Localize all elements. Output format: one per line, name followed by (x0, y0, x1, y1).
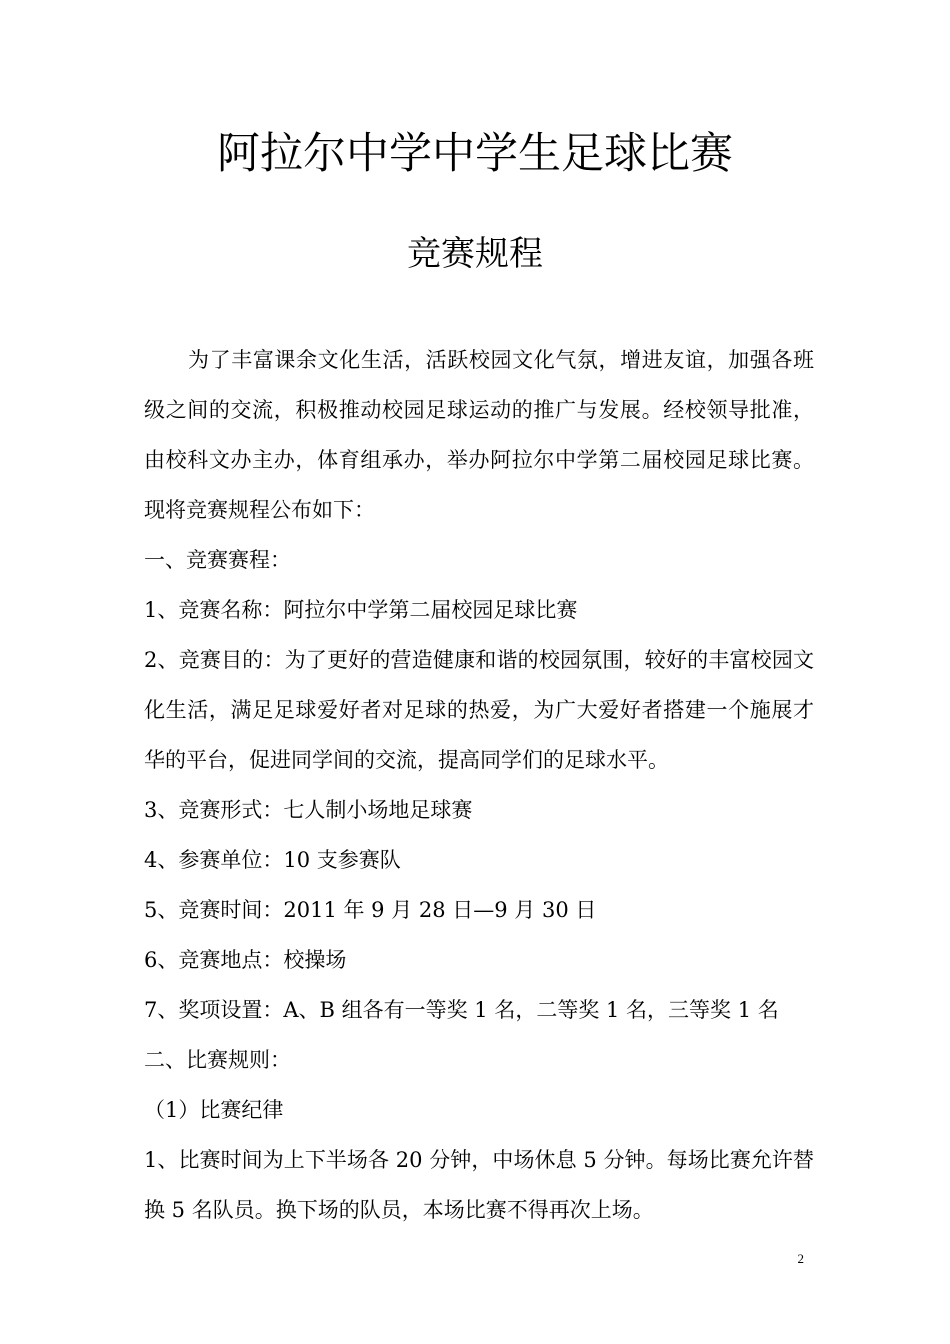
document-title: 阿拉尔中学中学生足球比赛 (217, 129, 733, 179)
item-competition-format: 3、竞赛形式：七人制小场地足球赛 (144, 798, 473, 822)
item-participants: 4、参赛单位：10 支参赛队 (144, 848, 401, 872)
item-competition-time: 5、竞赛时间：2011 年 9 月 28 日—9 月 30 日 (144, 898, 597, 922)
document-body (144, 335, 814, 1235)
item-competition-venue: 6、竞赛地点：校操场 (144, 948, 347, 972)
item-competition-name: 1、竞赛名称：阿拉尔中学第二届校园足球比赛 (144, 598, 578, 622)
item-competition-purpose: 2、竞赛目的：为了更好的营造健康和谐的校园氛围，较好的丰富校园文化生活，满足足球爱好者对足球的热爱，为广大爱好者搭建一个施展才华的平台，促进同学间的交流，提高同学们的足球水平。 (144, 648, 814, 772)
document-subtitle: 竞赛规程 (407, 234, 543, 274)
intro-paragraph: 为了丰富课余文化生活，活跃校园文化气氛，增进友谊，加强各班级之间的交流，积极推动校园足球运动的推广与发展。经校领导批准，由校科文办主办，体育组承办，举办阿拉尔中学第二届校园足球比赛。现将竞赛规程公布如下： (144, 348, 814, 522)
section-heading-schedule: 一、竞赛赛程： (144, 548, 291, 572)
rule-match-time: 1、比赛时间为上下半场各 20 分钟，中场休息 5 分钟。每场比赛允许替换 5 名队员。换下场的队员，本场比赛不得再次上场。 (144, 1148, 814, 1222)
page-number: 2 (797, 1251, 804, 1266)
section-heading-rules: 二、比赛规则： (144, 1048, 291, 1072)
subsection-heading-discipline: （1）比赛纪律 (144, 1098, 284, 1122)
item-awards: 7、奖项设置：A、B 组各有一等奖 1 名，二等奖 1 名，三等奖 1 名 (144, 998, 779, 1022)
